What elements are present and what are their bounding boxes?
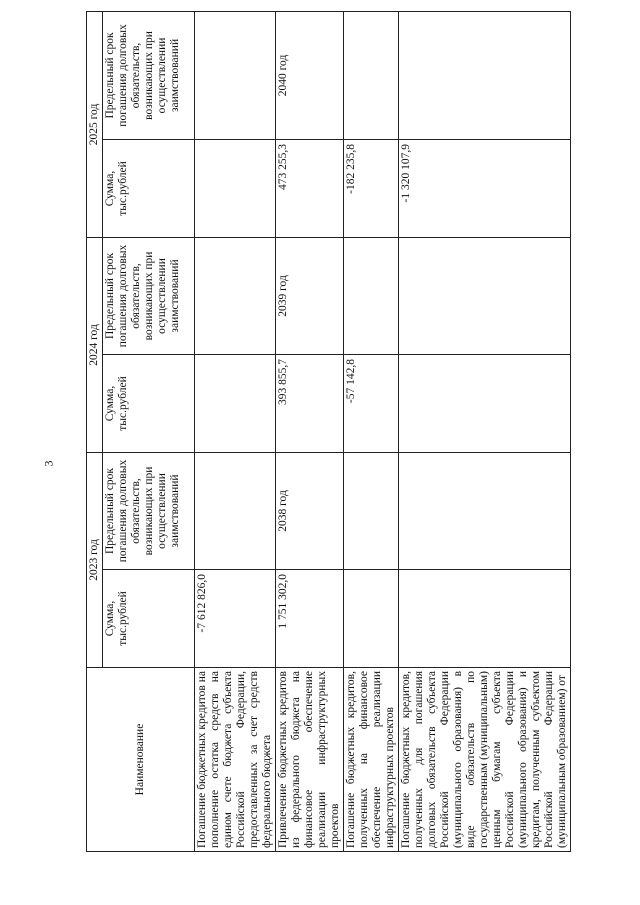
row-name: Погашение бюджетных кредитов, полученных на финансовое обеспечение реализации инфраструктурных проектов bbox=[344, 668, 399, 852]
row-name: Погашение бюджетных кредитов, полученных для погашения долговых обязательств субъекта Российской Федерации (муниципального образования) в виде обязательств по государственным (муниципальным) ценным бумагам субъекта Российской Федерации (муниципального образования) и кредитам, полученным субъектом Российской Федерации (муниципальным образованием) от bbox=[399, 668, 571, 852]
borrowing-table bbox=[86, 11, 571, 852]
cell-term-2024 bbox=[195, 237, 276, 354]
cell-sum-2024 bbox=[399, 354, 571, 452]
header-term-2023: Предельный срок погашения долговых обязательств, возникающих при осуществлении заимствований bbox=[103, 452, 195, 569]
header-sum-2023: Сумма, тыс.рублей bbox=[103, 570, 195, 668]
header-year-2023: 2023 год bbox=[87, 452, 103, 667]
rotated-table-container bbox=[86, 12, 568, 852]
cell-sum-2025: 473 255,3 bbox=[276, 139, 344, 237]
cell-sum-2023 bbox=[399, 570, 571, 668]
cell-term-2024 bbox=[399, 237, 571, 354]
header-year-2025: 2025 год bbox=[87, 11, 103, 237]
cell-term-2024: 2039 год bbox=[276, 237, 344, 354]
table-row bbox=[344, 11, 399, 851]
cell-sum-2025: -182 235,8 bbox=[344, 139, 399, 237]
cell-term-2025 bbox=[399, 11, 571, 139]
cell-term-2023 bbox=[399, 452, 571, 569]
header-term-2025: Предельный срок погашения долговых обязательств, возникающих при осуществлении заимствований bbox=[103, 11, 195, 139]
table-row bbox=[399, 11, 571, 851]
table-row bbox=[195, 11, 276, 851]
header-year-2024: 2024 год bbox=[87, 237, 103, 452]
cell-term-2025 bbox=[344, 11, 399, 139]
cell-term-2024 bbox=[344, 237, 399, 354]
cell-sum-2025 bbox=[195, 139, 276, 237]
cell-sum-2024: -57 142,8 bbox=[344, 354, 399, 452]
header-sum-2025: Сумма, тыс.рублей bbox=[103, 139, 195, 237]
page-number: 3 bbox=[41, 460, 56, 467]
header-name: Наименование bbox=[87, 668, 195, 852]
cell-sum-2023: 1 751 302,0 bbox=[276, 570, 344, 668]
cell-sum-2024 bbox=[195, 354, 276, 452]
cell-sum-2023: -7 612 826,0 bbox=[195, 570, 276, 668]
cell-sum-2024: 393 855,7 bbox=[276, 354, 344, 452]
row-name: Погашение бюджетных кредитов на пополнение остатка средств на едином счете бюджета субъекта Российской Федерации, предоставленных за счет средств федерального бюджета bbox=[195, 668, 276, 852]
cell-term-2023: 2038 год bbox=[276, 452, 344, 569]
cell-term-2023 bbox=[195, 452, 276, 569]
cell-term-2025: 2040 год bbox=[276, 11, 344, 139]
cell-sum-2023 bbox=[344, 570, 399, 668]
cell-sum-2025: -1 320 107,9 bbox=[399, 139, 571, 237]
cell-term-2025 bbox=[195, 11, 276, 139]
row-name: Привлечение бюджетных кредитов из федерального бюджета на финансовое обеспечение реализации инфраструктурных проектов bbox=[276, 668, 344, 852]
cell-term-2023 bbox=[344, 452, 399, 569]
table-row bbox=[276, 11, 344, 851]
header-term-2024: Предельный срок погашения долговых обязательств, возникающих при осуществлении заимствований bbox=[103, 237, 195, 354]
header-sum-2024: Сумма, тыс.рублей bbox=[103, 354, 195, 452]
